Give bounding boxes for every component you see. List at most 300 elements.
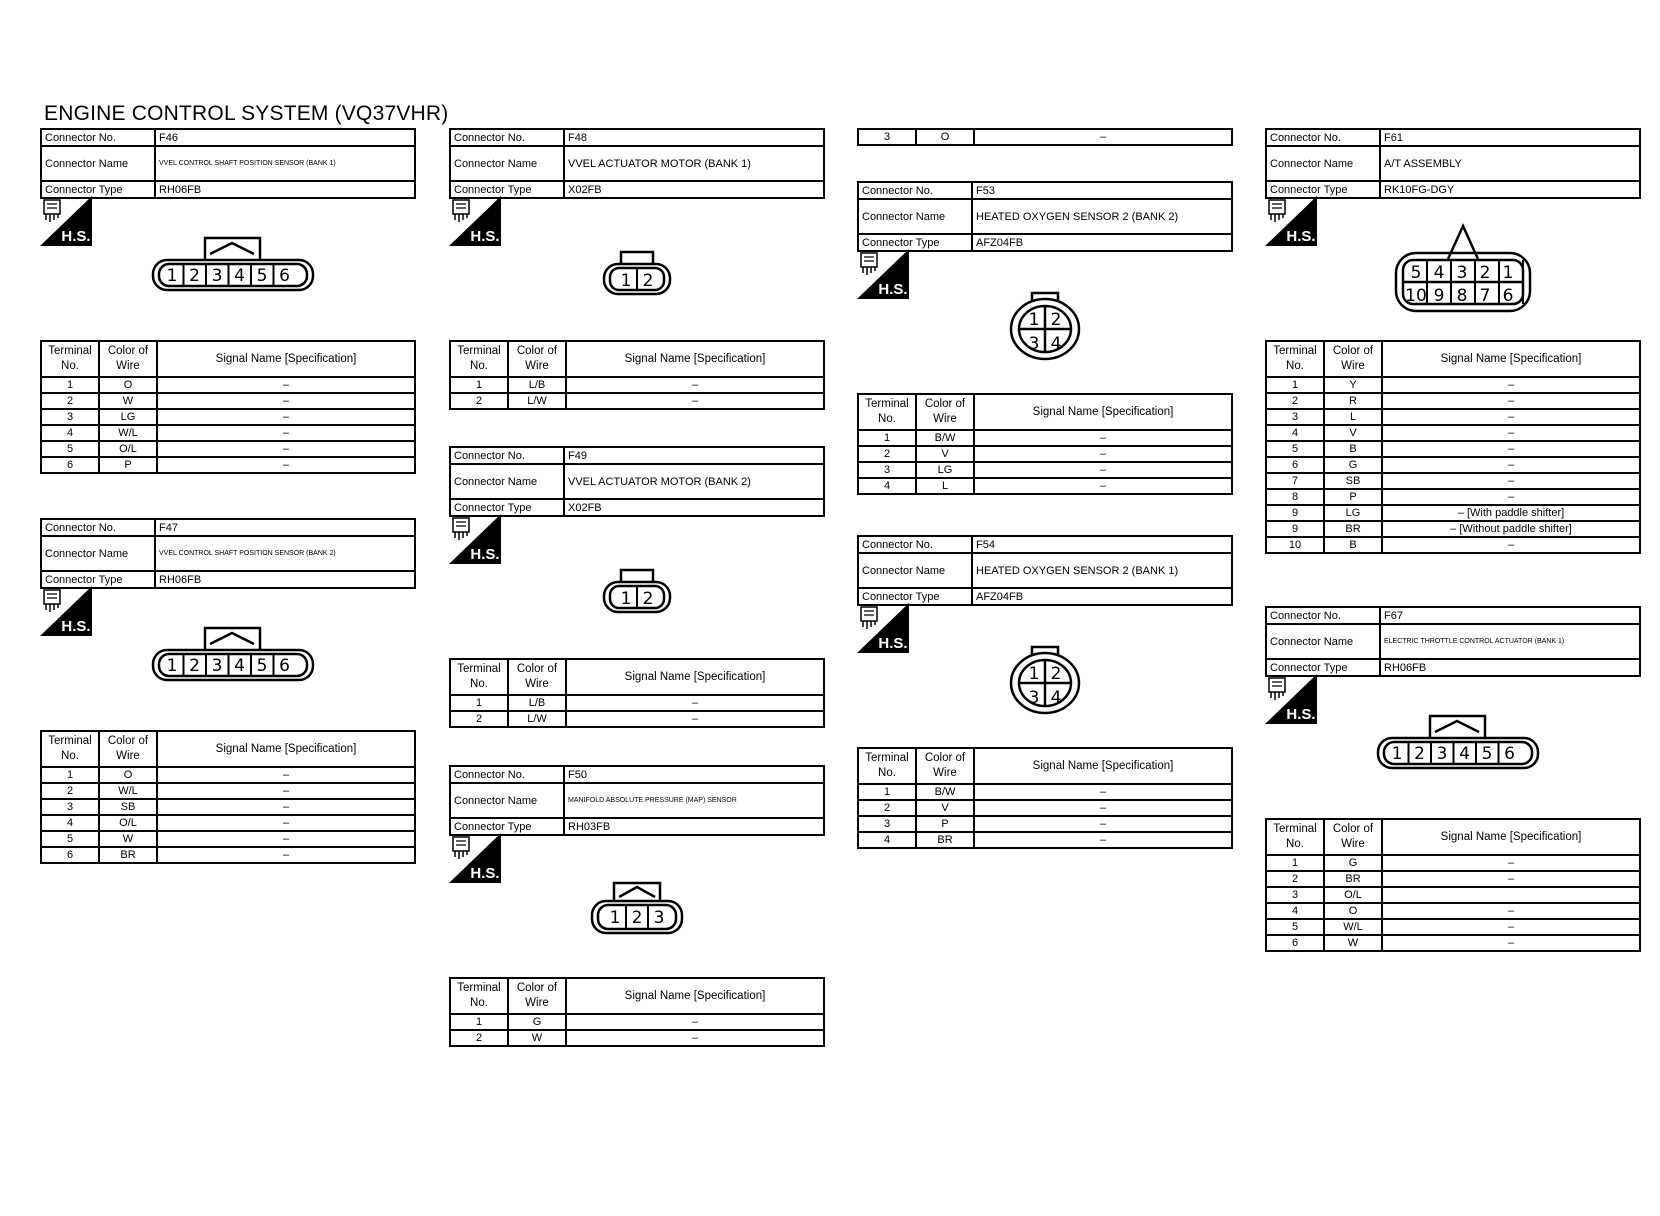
wire-color-cell: SB bbox=[99, 799, 157, 815]
connector-type-value: RK10FG-DGY bbox=[1380, 181, 1640, 198]
wire-color-header: Color of Wire bbox=[508, 659, 566, 695]
signal-cell: – bbox=[566, 377, 824, 393]
table-row bbox=[41, 767, 415, 783]
table-row bbox=[450, 393, 824, 409]
connector-info-table bbox=[449, 128, 825, 199]
terminal-no-header: Terminal No. bbox=[450, 659, 508, 695]
table-row bbox=[1266, 521, 1640, 537]
terminal-cell: 3 bbox=[858, 462, 916, 478]
pin-number-label: 7 bbox=[1479, 286, 1491, 306]
connector-name-row bbox=[858, 199, 1232, 234]
wire-color-cell: L/W bbox=[508, 711, 566, 727]
signal-cell: – bbox=[1382, 855, 1640, 871]
wire-color-cell: V bbox=[916, 800, 974, 816]
table-row bbox=[450, 695, 824, 711]
signal-cell: – bbox=[1382, 919, 1640, 935]
signal-cell: – bbox=[566, 695, 824, 711]
wire-color-cell: Y bbox=[1324, 377, 1382, 393]
connector-block bbox=[40, 518, 416, 868]
pin-number-label: 4 bbox=[1050, 334, 1062, 354]
connector-name-label: Connector Name bbox=[41, 536, 155, 571]
connector-name-row bbox=[1266, 624, 1640, 659]
wire-color-cell: W bbox=[508, 1030, 566, 1046]
connector-no-label: Connector No. bbox=[41, 129, 155, 146]
terminal-cell: 3 bbox=[41, 799, 99, 815]
pin-number-label: 8 bbox=[1456, 286, 1468, 306]
terminal-cell: 2 bbox=[41, 393, 99, 409]
table-row bbox=[1266, 505, 1640, 521]
connector-type-value: AFZ04FB bbox=[972, 234, 1232, 251]
table-row bbox=[41, 831, 415, 847]
signal-cell: – bbox=[157, 799, 415, 815]
table-row bbox=[450, 377, 824, 393]
table-row bbox=[858, 832, 1232, 848]
table-row bbox=[858, 430, 1232, 446]
continuation-block bbox=[857, 128, 1233, 146]
hs-label: H.S. bbox=[470, 865, 500, 882]
pin-number-label: 10 bbox=[1405, 286, 1427, 306]
connector-face-diagram bbox=[1008, 643, 1082, 715]
terminal-no-header: Terminal No. bbox=[858, 748, 916, 784]
terminal-cell: 5 bbox=[41, 441, 99, 457]
hs-label: H.S. bbox=[470, 546, 500, 563]
wire-color-cell: R bbox=[1324, 393, 1382, 409]
wire-color-cell: L bbox=[916, 478, 974, 494]
table-row bbox=[450, 1014, 824, 1030]
table-row bbox=[1266, 409, 1640, 425]
connector-type-value: AFZ04FB bbox=[972, 588, 1232, 605]
connector-name-label: Connector Name bbox=[41, 146, 155, 181]
connector-face-diagram bbox=[1393, 223, 1533, 315]
terminal-cell: 4 bbox=[1266, 903, 1324, 919]
pin-number-label: 3 bbox=[1436, 744, 1448, 764]
signal-name-header: Signal Name [Specification] bbox=[566, 341, 824, 377]
table-row bbox=[41, 409, 415, 425]
table-row bbox=[858, 816, 1232, 832]
signal-cell: – bbox=[1382, 473, 1640, 489]
signal-cell: – bbox=[157, 425, 415, 441]
table-row bbox=[41, 799, 415, 815]
pin-number-label: 2 bbox=[1050, 310, 1062, 330]
connector-no-row bbox=[858, 536, 1232, 553]
connector-block bbox=[449, 765, 825, 1047]
pin-number-label: 2 bbox=[189, 266, 200, 286]
table-row bbox=[1266, 935, 1640, 951]
signal-cell: – bbox=[157, 783, 415, 799]
connector-block bbox=[40, 128, 416, 478]
pin-number-label: 1 bbox=[620, 589, 632, 609]
pin-number-label: 1 bbox=[609, 908, 621, 928]
wire-color-cell: W/L bbox=[1324, 919, 1382, 935]
pin-number-label: 2 bbox=[1050, 664, 1062, 684]
connector-type-row bbox=[41, 181, 415, 198]
pin-number-label: 3 bbox=[653, 908, 665, 928]
terminal-cell: 1 bbox=[858, 784, 916, 800]
connector-no-label: Connector No. bbox=[450, 766, 564, 783]
signal-cell: – bbox=[974, 129, 1232, 145]
continuation-table bbox=[857, 128, 1233, 146]
pin-number-label: 4 bbox=[1459, 744, 1470, 764]
terminal-no-header: Terminal No. bbox=[450, 978, 508, 1014]
terminal-table-header bbox=[41, 341, 415, 377]
harness-side-icon bbox=[449, 514, 501, 564]
pin-number-label: 5 bbox=[256, 266, 268, 286]
pin-number-label: 9 bbox=[1433, 286, 1445, 306]
connector-name-label: Connector Name bbox=[450, 783, 564, 818]
wire-color-header: Color of Wire bbox=[916, 394, 974, 430]
connector-name-row bbox=[450, 146, 824, 181]
connector-no-label: Connector No. bbox=[450, 129, 564, 146]
connector-type-value: X02FB bbox=[564, 181, 824, 198]
table-row bbox=[858, 784, 1232, 800]
pin-number-label: 1 bbox=[1391, 744, 1403, 764]
wire-color-cell: LG bbox=[916, 462, 974, 478]
terminal-cell: 2 bbox=[1266, 393, 1324, 409]
signal-cell: – [Without paddle shifter] bbox=[1382, 521, 1640, 537]
wire-color-cell: G bbox=[1324, 457, 1382, 473]
connector-type-row bbox=[1266, 181, 1640, 198]
signal-name-header: Signal Name [Specification] bbox=[974, 394, 1232, 430]
hs-label: H.S. bbox=[878, 281, 908, 298]
table-row bbox=[450, 1030, 824, 1046]
page-title: ENGINE CONTROL SYSTEM (VQ37VHR) bbox=[44, 102, 449, 125]
table-row bbox=[1266, 871, 1640, 887]
pin-number-label: 1 bbox=[166, 656, 178, 676]
pin-number-label: 5 bbox=[1410, 263, 1422, 283]
table-row bbox=[41, 847, 415, 863]
signal-name-header: Signal Name [Specification] bbox=[974, 748, 1232, 784]
connector-name-label: Connector Name bbox=[858, 199, 972, 234]
wire-color-cell: W bbox=[99, 393, 157, 409]
connector-no-row bbox=[1266, 129, 1640, 146]
terminal-cell: 2 bbox=[1266, 871, 1324, 887]
wire-color-header: Color of Wire bbox=[1324, 341, 1382, 377]
connector-no-label: Connector No. bbox=[858, 182, 972, 199]
connector-type-value: RH03FB bbox=[564, 818, 824, 835]
connector-no-value: F67 bbox=[1380, 607, 1640, 624]
terminal-table bbox=[857, 393, 1233, 495]
signal-name-header: Signal Name [Specification] bbox=[157, 731, 415, 767]
table-row bbox=[858, 800, 1232, 816]
pin-number-label: 3 bbox=[211, 656, 223, 676]
table-row bbox=[1266, 903, 1640, 919]
wire-color-cell: P bbox=[99, 457, 157, 473]
pin-number-label: 4 bbox=[1433, 263, 1445, 283]
connector-no-value: F46 bbox=[155, 129, 415, 146]
connector-name-value: VVEL CONTROL SHAFT POSITION SENSOR (BANK 2) bbox=[155, 536, 415, 571]
signal-cell bbox=[1382, 887, 1640, 903]
wire-color-header: Color of Wire bbox=[508, 341, 566, 377]
pin-number-label: 3 bbox=[1028, 334, 1040, 354]
connector-type-row bbox=[858, 588, 1232, 605]
connector-no-row bbox=[450, 447, 824, 464]
connector-name-value: HEATED OXYGEN SENSOR 2 (BANK 2) bbox=[972, 199, 1232, 234]
wire-color-cell: LG bbox=[99, 409, 157, 425]
connector-no-row bbox=[41, 129, 415, 146]
hs-label: H.S. bbox=[1286, 706, 1316, 723]
table-row bbox=[41, 815, 415, 831]
signal-name-header: Signal Name [Specification] bbox=[566, 978, 824, 1014]
terminal-cell: 1 bbox=[1266, 855, 1324, 871]
signal-cell: – bbox=[1382, 425, 1640, 441]
connector-name-row bbox=[41, 536, 415, 571]
pin-number-label: 1 bbox=[1028, 310, 1040, 330]
wire-color-cell: O bbox=[1324, 903, 1382, 919]
terminal-cell: 2 bbox=[41, 783, 99, 799]
signal-name-header: Signal Name [Specification] bbox=[566, 659, 824, 695]
table-row bbox=[858, 446, 1232, 462]
terminal-cell: 4 bbox=[858, 478, 916, 494]
terminal-table-header bbox=[1266, 819, 1640, 855]
connector-face-diagram bbox=[601, 564, 673, 616]
connector-info-table bbox=[1265, 606, 1641, 677]
connector-name-row bbox=[1266, 146, 1640, 181]
connector-no-row bbox=[858, 182, 1232, 199]
connector-type-label: Connector Type bbox=[858, 234, 972, 251]
connector-name-label: Connector Name bbox=[1266, 624, 1380, 659]
connector-face-diagram bbox=[1008, 289, 1082, 361]
wire-color-cell: W/L bbox=[99, 783, 157, 799]
connector-name-value: MANIFOLD ABSOLUTE PRESSURE (MAP) SENSOR bbox=[564, 783, 824, 818]
connector-info-table bbox=[1265, 128, 1641, 199]
terminal-table bbox=[40, 340, 416, 474]
harness-side-icon bbox=[857, 249, 909, 299]
pin-number-label: 4 bbox=[234, 266, 245, 286]
signal-cell: – bbox=[1382, 537, 1640, 553]
pin-number-label: 2 bbox=[642, 271, 654, 291]
harness-side-icon bbox=[40, 196, 92, 246]
wire-color-cell: SB bbox=[1324, 473, 1382, 489]
connector-name-row bbox=[41, 146, 415, 181]
terminal-cell: 4 bbox=[1266, 425, 1324, 441]
connector-no-label: Connector No. bbox=[858, 536, 972, 553]
connector-no-value: F61 bbox=[1380, 129, 1640, 146]
terminal-table-header bbox=[1266, 341, 1640, 377]
pin-number-label: 4 bbox=[234, 656, 245, 676]
terminal-cell: 1 bbox=[41, 767, 99, 783]
terminal-table-header bbox=[858, 748, 1232, 784]
signal-cell: – bbox=[974, 784, 1232, 800]
wire-color-cell: B bbox=[1324, 441, 1382, 457]
connector-face-diagram bbox=[150, 622, 316, 684]
pin-number-label: 2 bbox=[1479, 263, 1491, 283]
wire-color-cell: V bbox=[916, 446, 974, 462]
terminal-table-header bbox=[450, 659, 824, 695]
signal-cell: – bbox=[1382, 393, 1640, 409]
connector-no-label: Connector No. bbox=[450, 447, 564, 464]
pin-number-label: 1 bbox=[1028, 664, 1040, 684]
table-row bbox=[1266, 425, 1640, 441]
signal-cell: – bbox=[157, 767, 415, 783]
wire-color-cell: BR bbox=[1324, 521, 1382, 537]
wire-color-header: Color of Wire bbox=[99, 341, 157, 377]
table-row bbox=[41, 441, 415, 457]
connector-block bbox=[857, 181, 1233, 497]
connector-name-value: HEATED OXYGEN SENSOR 2 (BANK 1) bbox=[972, 553, 1232, 588]
wire-color-cell: O/L bbox=[99, 815, 157, 831]
connector-name-value: ELECTRIC THROTTLE CONTROL ACTUATOR (BANK 1) bbox=[1380, 624, 1640, 659]
signal-cell: – bbox=[157, 409, 415, 425]
terminal-cell: 10 bbox=[1266, 537, 1324, 553]
terminal-cell: 1 bbox=[1266, 377, 1324, 393]
signal-cell: – bbox=[1382, 377, 1640, 393]
terminal-no-header: Terminal No. bbox=[1266, 819, 1324, 855]
signal-cell: – bbox=[1382, 457, 1640, 473]
wire-color-cell: O bbox=[916, 129, 974, 145]
terminal-table bbox=[1265, 818, 1641, 952]
terminal-no-header: Terminal No. bbox=[1266, 341, 1324, 377]
connector-block bbox=[449, 128, 825, 410]
connector-type-row bbox=[450, 181, 824, 198]
wire-color-cell: LG bbox=[1324, 505, 1382, 521]
connector-type-row bbox=[450, 499, 824, 516]
pin-number-label: 6 bbox=[279, 266, 290, 286]
terminal-cell: 6 bbox=[1266, 935, 1324, 951]
wire-color-cell: V bbox=[1324, 425, 1382, 441]
connector-type-value: X02FB bbox=[564, 499, 824, 516]
terminal-cell: 6 bbox=[1266, 457, 1324, 473]
harness-side-icon bbox=[40, 586, 92, 636]
connector-name-row bbox=[450, 783, 824, 818]
signal-cell: – bbox=[566, 1030, 824, 1046]
connector-info-table bbox=[857, 535, 1233, 606]
table-row bbox=[1266, 377, 1640, 393]
table-row bbox=[41, 457, 415, 473]
signal-cell: – bbox=[157, 815, 415, 831]
connector-no-row bbox=[450, 129, 824, 146]
table-row bbox=[1266, 537, 1640, 553]
wire-color-cell: P bbox=[916, 816, 974, 832]
harness-side-icon bbox=[1265, 196, 1317, 246]
connector-block bbox=[1265, 606, 1641, 956]
pin-number-label: 2 bbox=[1414, 744, 1425, 764]
wire-color-header: Color of Wire bbox=[99, 731, 157, 767]
terminal-no-header: Terminal No. bbox=[41, 341, 99, 377]
table-row bbox=[1266, 393, 1640, 409]
table-row bbox=[1266, 489, 1640, 505]
terminal-cell: 7 bbox=[1266, 473, 1324, 489]
connector-name-label: Connector Name bbox=[1266, 146, 1380, 181]
signal-cell: – bbox=[566, 393, 824, 409]
terminal-table bbox=[449, 340, 825, 410]
pin-number-label: 6 bbox=[1504, 744, 1515, 764]
terminal-table bbox=[857, 747, 1233, 849]
wire-color-cell: W bbox=[1324, 935, 1382, 951]
signal-cell: – bbox=[974, 446, 1232, 462]
signal-cell: – bbox=[974, 832, 1232, 848]
connector-info-table bbox=[40, 128, 416, 199]
signal-cell: – bbox=[1382, 871, 1640, 887]
pin-number-label: 2 bbox=[642, 589, 654, 609]
terminal-cell: 1 bbox=[450, 1014, 508, 1030]
wire-color-cell: G bbox=[1324, 855, 1382, 871]
terminal-cell: 5 bbox=[1266, 919, 1324, 935]
connector-name-label: Connector Name bbox=[450, 464, 564, 499]
signal-name-header: Signal Name [Specification] bbox=[1382, 819, 1640, 855]
signal-cell: – bbox=[1382, 903, 1640, 919]
terminal-table-header bbox=[450, 978, 824, 1014]
wire-color-cell: W bbox=[99, 831, 157, 847]
connector-block bbox=[449, 446, 825, 728]
connector-type-value: RH06FB bbox=[155, 571, 415, 588]
pin-number-label: 1 bbox=[620, 271, 632, 291]
signal-cell: – bbox=[566, 711, 824, 727]
signal-cell: – bbox=[157, 831, 415, 847]
connector-name-value: VVEL CONTROL SHAFT POSITION SENSOR (BANK 1) bbox=[155, 146, 415, 181]
wire-color-cell: B/W bbox=[916, 430, 974, 446]
signal-cell: – bbox=[566, 1014, 824, 1030]
signal-cell: – bbox=[1382, 409, 1640, 425]
terminal-table-header bbox=[41, 731, 415, 767]
terminal-table-header bbox=[450, 341, 824, 377]
pin-number-label: 5 bbox=[256, 656, 268, 676]
wire-color-cell: B/W bbox=[916, 784, 974, 800]
terminal-cell: 3 bbox=[858, 816, 916, 832]
signal-name-header: Signal Name [Specification] bbox=[1382, 341, 1640, 377]
connector-type-label: Connector Type bbox=[858, 588, 972, 605]
terminal-table-header bbox=[858, 394, 1232, 430]
connector-type-row bbox=[1266, 659, 1640, 676]
wire-color-cell: L/B bbox=[508, 377, 566, 393]
signal-cell: – bbox=[974, 478, 1232, 494]
connector-info-table bbox=[40, 518, 416, 589]
connector-face-diagram bbox=[1375, 710, 1541, 772]
terminal-cell: 3 bbox=[41, 409, 99, 425]
connector-no-label: Connector No. bbox=[1266, 129, 1380, 146]
pin-number-label: 1 bbox=[1502, 263, 1514, 283]
connector-name-row bbox=[450, 464, 824, 499]
terminal-no-header: Terminal No. bbox=[41, 731, 99, 767]
terminal-cell: 1 bbox=[450, 377, 508, 393]
terminal-cell: 6 bbox=[41, 457, 99, 473]
connector-type-label: Connector Type bbox=[41, 571, 155, 588]
table-row bbox=[1266, 855, 1640, 871]
signal-cell: – bbox=[974, 816, 1232, 832]
wire-color-cell: P bbox=[1324, 489, 1382, 505]
connector-type-row bbox=[450, 818, 824, 835]
connector-no-value: F54 bbox=[972, 536, 1232, 553]
terminal-cell: 6 bbox=[41, 847, 99, 863]
connector-type-label: Connector Type bbox=[450, 499, 564, 516]
table-row bbox=[1266, 919, 1640, 935]
connector-type-label: Connector Type bbox=[1266, 659, 1380, 676]
terminal-cell: 9 bbox=[1266, 521, 1324, 537]
connector-info-table bbox=[449, 765, 825, 836]
terminal-cell: 2 bbox=[450, 1030, 508, 1046]
connector-block bbox=[1265, 128, 1641, 563]
terminal-cell: 4 bbox=[858, 832, 916, 848]
connector-face-diagram bbox=[150, 232, 316, 294]
hs-label: H.S. bbox=[61, 618, 91, 635]
connector-type-value: RH06FB bbox=[1380, 659, 1640, 676]
wire-color-cell: W/L bbox=[99, 425, 157, 441]
terminal-cell: 4 bbox=[41, 815, 99, 831]
connector-name-value: A/T ASSEMBLY bbox=[1380, 146, 1640, 181]
pin-number-label: 3 bbox=[1028, 688, 1040, 708]
terminal-table bbox=[40, 730, 416, 864]
connector-type-label: Connector Type bbox=[450, 818, 564, 835]
wire-color-header: Color of Wire bbox=[508, 978, 566, 1014]
signal-cell: – [With paddle shifter] bbox=[1382, 505, 1640, 521]
harness-side-icon bbox=[1265, 674, 1317, 724]
signal-name-header: Signal Name [Specification] bbox=[157, 341, 415, 377]
connector-type-label: Connector Type bbox=[1266, 181, 1380, 198]
connector-type-value: RH06FB bbox=[155, 181, 415, 198]
pin-number-label: 3 bbox=[1456, 263, 1468, 283]
signal-cell: – bbox=[157, 393, 415, 409]
signal-cell: – bbox=[1382, 935, 1640, 951]
terminal-cell: 1 bbox=[450, 695, 508, 711]
